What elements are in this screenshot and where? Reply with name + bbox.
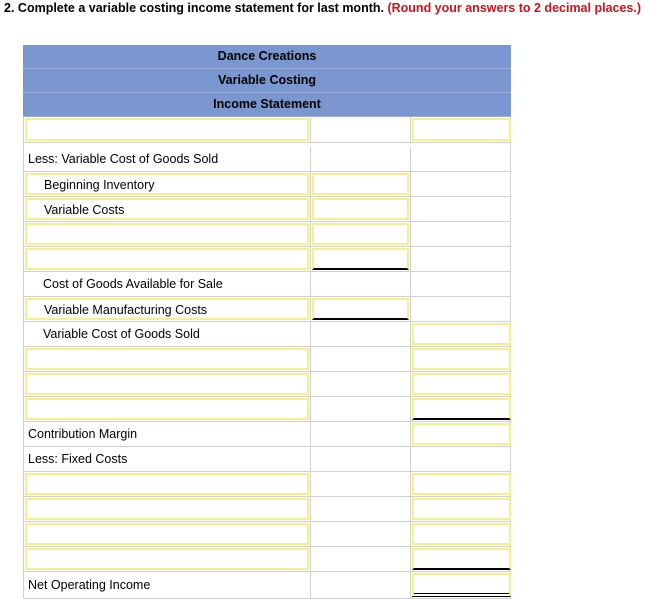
question-body: Complete a variable costing income statement for last month.	[17, 1, 384, 15]
variable-costs-label: Variable Costs	[44, 203, 125, 217]
amount-input-4[interactable]	[412, 348, 511, 370]
amount-input-8[interactable]	[412, 498, 511, 520]
table-row	[24, 117, 510, 143]
table-row	[24, 422, 510, 447]
net-operating-income-amount[interactable]	[412, 573, 511, 597]
var-mfg-costs-amount[interactable]	[312, 298, 409, 320]
table-row	[24, 172, 510, 197]
label-input-1[interactable]	[25, 118, 309, 141]
net-operating-income-label: Net Operating Income	[28, 578, 151, 592]
table-row	[24, 272, 510, 297]
costing-method: Variable Costing	[23, 69, 511, 93]
table-row	[24, 547, 510, 572]
amount-input-6[interactable]	[412, 398, 511, 420]
label-input-10[interactable]	[25, 548, 309, 570]
beginning-inventory-label: Beginning Inventory	[44, 178, 155, 192]
table-row	[24, 522, 510, 547]
variable-costs-amount[interactable]	[312, 198, 409, 220]
amount-input-2[interactable]	[312, 223, 409, 245]
table-row	[24, 197, 510, 222]
table-row	[24, 497, 510, 522]
table-row	[24, 297, 510, 322]
var-cogs-label: Variable Cost of Goods Sold	[43, 327, 200, 341]
table-row	[24, 372, 510, 397]
cogas-label: Cost of Goods Available for Sale	[43, 277, 223, 291]
amount-input-10[interactable]	[412, 548, 511, 570]
variable-costs-field[interactable]	[25, 198, 309, 220]
beginning-inventory-field[interactable]	[25, 173, 309, 195]
label-input-9[interactable]	[25, 523, 309, 545]
income-statement-table	[23, 45, 511, 599]
statement-title: Income Statement	[23, 93, 511, 117]
table-row	[24, 247, 510, 272]
label-input-6[interactable]	[25, 398, 309, 420]
amount-input-1[interactable]	[412, 118, 511, 141]
label-input-8[interactable]	[25, 498, 309, 520]
amount-input-3[interactable]	[312, 248, 409, 270]
label-input-2[interactable]	[25, 223, 309, 245]
contribution-margin-label: Contribution Margin	[28, 427, 138, 441]
company-name: Dance Creations	[23, 45, 511, 69]
table-row	[24, 347, 510, 372]
question-text	[4, 1, 644, 15]
less-variable-cogs-label: Less: Variable Cost of Goods Sold	[28, 152, 219, 166]
beginning-inventory-amount[interactable]	[312, 173, 409, 195]
contribution-margin-amount[interactable]	[412, 423, 511, 445]
amount-input-5[interactable]	[412, 373, 511, 395]
table-row	[24, 472, 510, 497]
label-input-7[interactable]	[25, 473, 309, 495]
rounding-note: (Round your answers to 2 decimal places.)	[387, 1, 642, 15]
table-row	[24, 147, 510, 172]
table-row	[24, 397, 510, 422]
table-row	[24, 447, 510, 472]
amount-input-9[interactable]	[412, 523, 511, 545]
question-number: 2.	[4, 1, 15, 15]
less-fixed-costs-label: Less: Fixed Costs	[28, 452, 128, 466]
table-row	[24, 572, 510, 599]
amount-input-7[interactable]	[412, 473, 511, 495]
table-row	[24, 222, 510, 247]
label-input-4[interactable]	[25, 348, 309, 370]
label-input-3[interactable]	[25, 248, 309, 270]
table-row	[24, 322, 510, 347]
var-mfg-costs-field[interactable]	[25, 298, 309, 320]
label-input-5[interactable]	[25, 373, 309, 395]
var-mfg-costs-label: Variable Manufacturing Costs	[44, 303, 208, 317]
var-cogs-amount[interactable]	[412, 323, 511, 345]
